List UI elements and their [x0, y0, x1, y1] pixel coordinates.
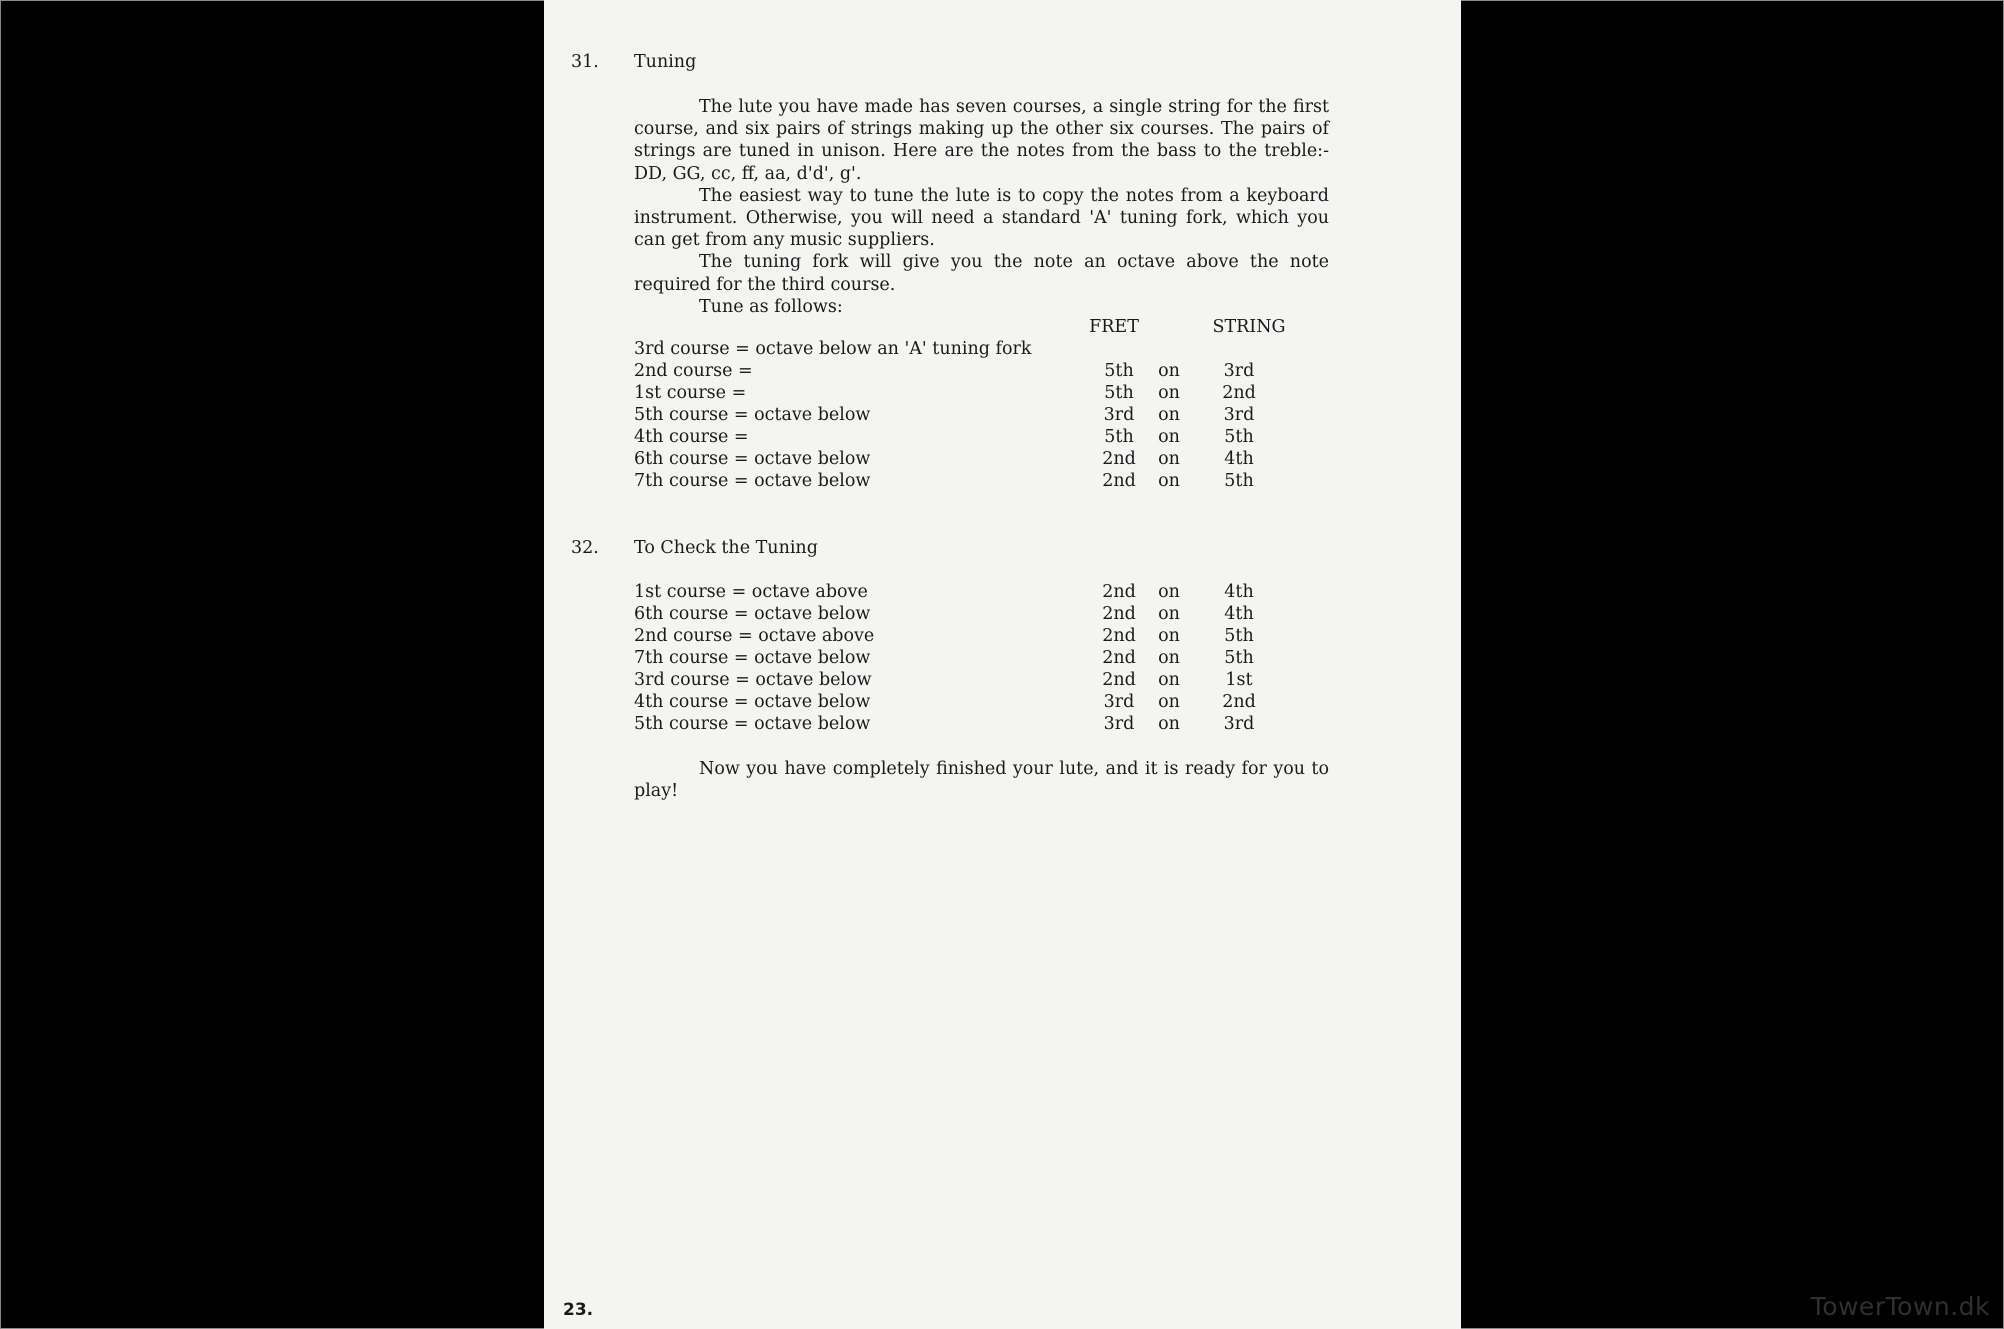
fret-value: 2nd: [1102, 648, 1136, 668]
course-label: 7th course = octave below: [634, 471, 871, 491]
string-value: 4th: [1224, 604, 1254, 624]
paragraph-tuning-fork: The tuning fork will give you the note an octave above the note required for the third course.: [634, 252, 1329, 295]
string-value: 5th: [1224, 626, 1254, 646]
on-word: on: [1158, 449, 1180, 469]
section-31-number: 31.: [571, 52, 599, 72]
string-value: 2nd: [1222, 692, 1256, 712]
section-32-number: 32.: [571, 538, 599, 558]
paragraph-intro: The lute you have made has seven courses, a single string for the first course, and six pairs of strings making up the other six courses. The pairs of strings are tuned in unison. Here are the notes from the bass to the treble:- DD, GG, cc, ff, aa, d'd', g'.: [634, 97, 1329, 184]
course-label: 5th course = octave below: [634, 714, 871, 734]
on-word: on: [1158, 604, 1180, 624]
fret-value: 2nd: [1102, 471, 1136, 491]
course-label: 2nd course =: [634, 361, 753, 381]
closing-text: Now you have completely finished your lute, and it is ready for you to play!: [634, 759, 1329, 802]
fret-value: 2nd: [1102, 626, 1136, 646]
fret-value: 2nd: [1102, 670, 1136, 690]
on-word: on: [1158, 405, 1180, 425]
string-value: 3rd: [1223, 714, 1255, 734]
string-value: 2nd: [1222, 383, 1256, 403]
string-value: 5th: [1224, 471, 1254, 491]
course-label: 3rd course = octave below: [634, 670, 872, 690]
course-label: 7th course = octave below: [634, 648, 871, 668]
on-word: on: [1158, 670, 1180, 690]
page-number: 23.: [563, 1300, 594, 1320]
on-word: on: [1158, 427, 1180, 447]
fret-column-header: FRET: [1089, 317, 1139, 337]
section-31-body: [634, 96, 1329, 318]
string-value: 3rd: [1223, 361, 1255, 381]
section-32-title: To Check the Tuning: [634, 538, 818, 558]
fret-value: 3rd: [1103, 405, 1135, 425]
string-value: 1st: [1225, 670, 1253, 690]
string-value: 4th: [1224, 582, 1254, 602]
string-value: 3rd: [1223, 405, 1255, 425]
document-page: [544, 0, 1461, 1329]
course-label: 6th course = octave below: [634, 604, 871, 624]
on-word: on: [1158, 582, 1180, 602]
fret-value: 5th: [1104, 383, 1134, 403]
course-label: 2nd course = octave above: [634, 626, 875, 646]
course-label: 5th course = octave below: [634, 405, 871, 425]
fret-value: 3rd: [1103, 692, 1135, 712]
paragraph-keyboard: The easiest way to tune the lute is to copy the notes from a keyboard instrument. Otherwise, you will need a standard 'A' tuning fork, which you can get from any music suppliers.: [634, 185, 1329, 251]
paragraph-tune-as-follows: Tune as follows:: [699, 296, 843, 317]
course-label: 1st course =: [634, 383, 747, 403]
fret-value: 2nd: [1102, 582, 1136, 602]
on-word: on: [1158, 692, 1180, 712]
fret-value: 5th: [1104, 361, 1134, 381]
string-value: 5th: [1224, 648, 1254, 668]
fret-value: 3rd: [1103, 714, 1135, 734]
fret-value: 5th: [1104, 427, 1134, 447]
on-word: on: [1158, 383, 1180, 403]
fret-value: 2nd: [1102, 604, 1136, 624]
course-label: 4th course =: [634, 427, 749, 447]
course-label: 1st course = octave above: [634, 582, 868, 602]
on-word: on: [1158, 626, 1180, 646]
tuning-first-row: 3rd course = octave below an 'A' tuning fork: [634, 339, 1032, 359]
string-value: 5th: [1224, 427, 1254, 447]
course-label: 6th course = octave below: [634, 449, 871, 469]
string-column-header: STRING: [1212, 317, 1286, 337]
on-word: on: [1158, 471, 1180, 491]
string-value: 4th: [1224, 449, 1254, 469]
course-label: 4th course = octave below: [634, 692, 871, 712]
on-word: on: [1158, 361, 1180, 381]
closing-paragraph: [634, 758, 1329, 802]
on-word: on: [1158, 648, 1180, 668]
on-word: on: [1158, 714, 1180, 734]
fret-value: 2nd: [1102, 449, 1136, 469]
section-31-title: Tuning: [634, 52, 697, 72]
watermark: TowerTown.dk: [1810, 1292, 1990, 1321]
